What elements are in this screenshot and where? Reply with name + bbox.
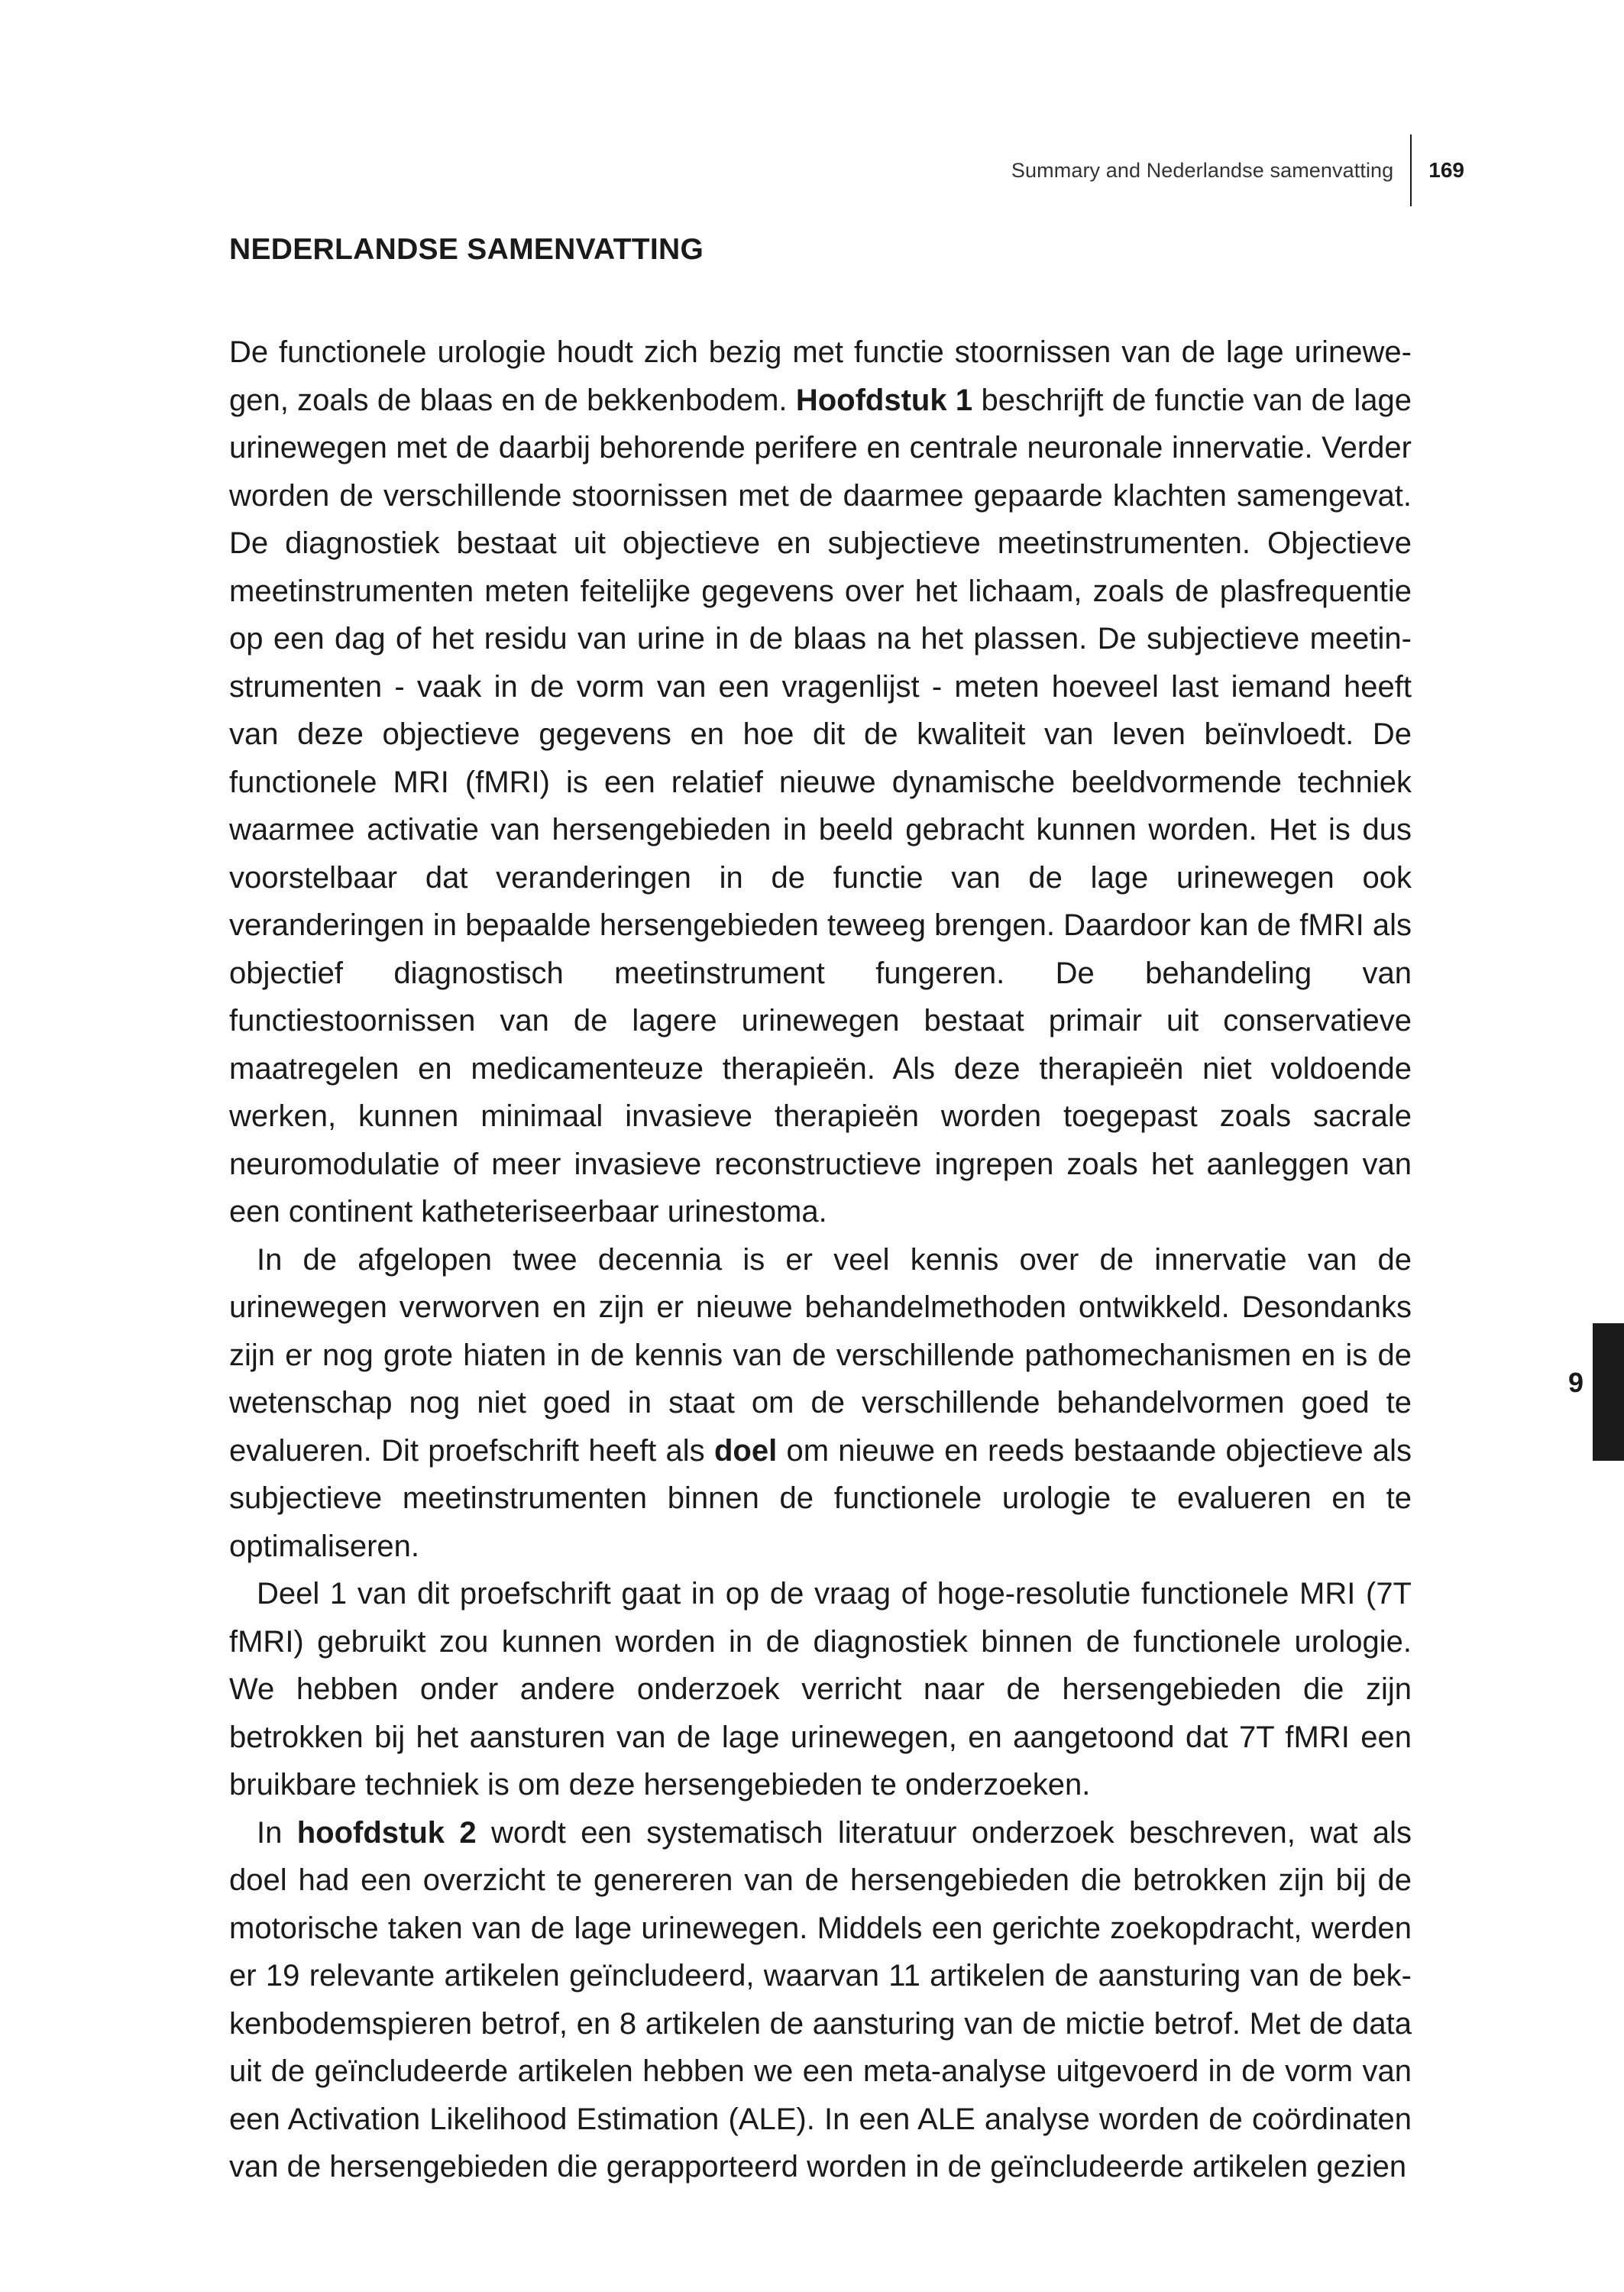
page-number: 169 bbox=[1428, 158, 1464, 182]
paragraph-intro bbox=[229, 329, 1412, 1236]
paragraph-text: beschrijft de functie van de lage urinewegen met de daarbij behorende perifere en centrale neuronale innervatie. Verder worden de verschillende stoornissen met de daarmee gepaarde klachten samengevat. De diagnostiek bestaat uit objectieve en subjectieve meetinstrumenten. Objectieve meetinstrumenten meten feitelijke gegevens over het lichaam, zoals de plasfrequentie op een dag of het residu van urine in de blaas na het plassen. De subjectieve meetinstrumenten - vaak in de vorm van een vragenlijst - meten hoeveel last iemand heeft van deze objectieve gegevens en hoe dit de kwaliteit van leven beïnvloedt. De functionele MRI (fMRI) is een relatief nieuwe dynamische beeldvormende techniek waarmee activatie van hersengebieden in beeld gebracht kunnen worden. Het is dus voorstelbaar dat veranderingen in de functie van de lage urinewegen ook veranderingen in bepaalde hersengebieden teweeg brengen. Daardoor kan de fMRI als objectief diagnostisch meetinstrument fungeren. De behandeling van functiestoornissen van de lagere urinewegen bestaat primair uit conservatieve maatregelen en medicamenteuze therapieën. Als deze therapieën niet voldoende werken, kunnen minimaal invasieve therapieën worden toegepast zoals sacrale neuromodulatie of meer invasieve reconstructieve ingrepen zoals het aanleggen van een continent katheteriseerbaar urinestoma. bbox=[229, 383, 1412, 1229]
page-content bbox=[229, 231, 1412, 2191]
paragraph-text: wordt een systematisch literatuur onderzoek beschreven, wat als doel had een overzicht te genereren van de hersengebieden die betrokken zijn bij de motorische taken van de lage urinewegen. Middels een gerichte zoekopdracht, werden er 19 relevante artikelen geïncludeerd, waarvan 11 artikelen de aansturing van de bekkenbodemspieren betrof, en 8 artikelen de aansturing van de mictie betrof. Met de data uit de geïncludeerde artikelen hebben we een meta-analyse uitgevoerd in de vorm van een Activation Likelihood Estimation (ALE). In een ALE analyse worden de coördinaten van de hersengebieden die gerapporteerd worden in de geïncludeerde artikelen gezien bbox=[229, 1815, 1412, 2184]
running-title: Summary and Nederlandse samenvatting bbox=[1011, 158, 1394, 182]
paragraph-text: In bbox=[257, 1815, 297, 1850]
bold-term-doel: doel bbox=[713, 1433, 778, 1468]
chapter-tab-marker bbox=[1593, 1323, 1624, 1461]
paragraph-aim bbox=[229, 1236, 1412, 1571]
running-header bbox=[1011, 134, 1464, 206]
paragraph-part-1: Deel 1 van dit proefschrift gaat in op de vraag of hoge-resolutie functionele MRI (7T fMRI) gebruikt zou kunnen worden in de diagnostiek binnen de functionele urologie. We hebben onder andere onderzoek verricht naar de hersengebieden die zijn betrokken bij het aansturen van de lage urinewegen, en aangetoond dat 7T fMRI een bruikbare techniek is om deze hersengebieden te onderzoeken. bbox=[229, 1577, 1412, 1802]
section-title: NEDERLANDSE SAMENVATTING bbox=[229, 233, 704, 266]
paragraph-text: In de afgelopen twee decennia is er veel kennis over de innervatie van de urinewegen verworven en zijn er nieuwe behandelmethoden ontwikkeld. Desondanks zijn er nog grote hiaten in de kennis van de verschillende pathomechanismen en is de wetenschap nog niet goed in staat om de verschillende behandelvormen goed te evalueren. Dit proefschrift heeft als bbox=[229, 1242, 1412, 1468]
bold-term-hoofdstuk-1: Hoofdstuk 1 bbox=[795, 383, 973, 417]
paragraph-text: om nieuwe en reeds bestaande objectieve als subjectieve meetinstrumenten binnen de functionele urologie te evalueren en te optimaliseren. bbox=[229, 1433, 1412, 1563]
paragraph-text: De functionele urologie houdt zich bezig met functie stoornissen van de lage urinewegen, zoals de blaas en de bekkenbodem. bbox=[229, 335, 1412, 417]
bold-term-hoofdstuk-2: hoofdstuk 2 bbox=[296, 1815, 477, 1850]
paragraph-chapter-2 bbox=[229, 1809, 1412, 2191]
chapter-tab-number: 9 bbox=[1567, 1367, 1584, 1398]
